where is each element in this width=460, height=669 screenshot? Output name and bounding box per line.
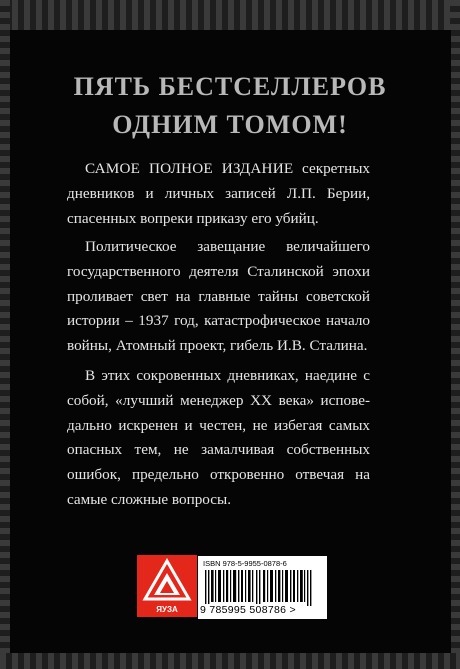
publisher-name: ЯУЗА bbox=[156, 605, 178, 614]
publisher-logo bbox=[137, 555, 197, 617]
bottom-edge bbox=[0, 653, 460, 669]
paragraph-2: Политическое завещание величайшего государственного деятеля Сталинской эпохи проливает свет на главные тайны советской истории – 1937 год, катастрофическое начало войны, Атомный проект, гибель И.В. Сталина. bbox=[67, 238, 370, 355]
headline-line-1: ПЯТЬ БЕСТСЕЛЛЕРОВ bbox=[73, 72, 387, 101]
paragraph-1-lead: САМОЕ ПОЛНОЕ ИЗДАНИЕ bbox=[85, 160, 294, 177]
paragraph-1 bbox=[67, 157, 370, 231]
barcode bbox=[198, 556, 327, 619]
barcode-number: 9 785995 508786 > bbox=[200, 604, 296, 616]
headline-line-2: ОДНИМ ТОМОМ! bbox=[112, 110, 348, 139]
paragraph-1-text: секретных дневников и личных записей Л.П. Берии, спасенных вопреки приказу его убийц. bbox=[67, 160, 370, 227]
paragraph-3: В этих сокровенных дневниках, наедине с собой, «лучший менеджер XX века» исповедально искренен и честен, не избегая самых опасных тем, не замалчивая собственных ошибок, предельно откровенно отвечая на самые сложные вопросы. bbox=[67, 367, 370, 508]
top-edge bbox=[0, 0, 460, 30]
isbn-text: ISBN 978-5-9955-0878-6 bbox=[203, 559, 287, 568]
barcode-bars-icon bbox=[205, 570, 321, 606]
